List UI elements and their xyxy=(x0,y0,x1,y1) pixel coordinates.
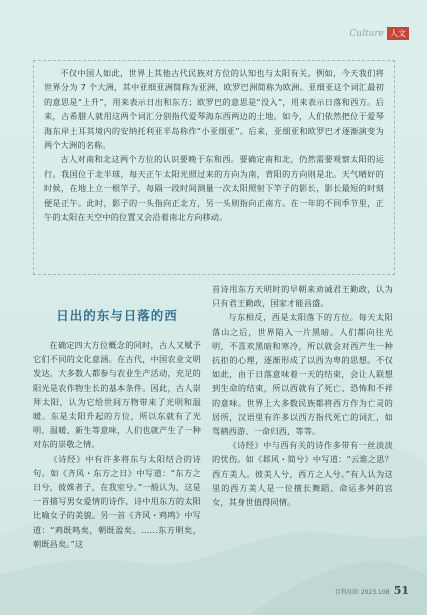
column-tag: 人文 xyxy=(387,27,409,40)
left-column xyxy=(33,306,201,551)
body-paragraph: 《诗经》中有许多将东与太阳结合的诗句。如《齐风・东方之日》中写道：“东方之日兮，彼姝者子，在我室兮。”一般认为，这是一首描写男女爱情的诗作，诗中用东方的太阳比喻女子的美貌。另一首《齐风・鸡鸣》中写道：“鸡既鸣矣，朝既盈矣。……东方明矣，朝既昌矣。”这 xyxy=(33,453,201,549)
section-title: 日出的东与日落的西 xyxy=(56,308,178,323)
journal-issue: 百科知识 2023.10B xyxy=(334,589,390,596)
page-number: 51 xyxy=(393,584,409,597)
column-label: Culture xyxy=(349,28,384,39)
body-paragraph: 在确定四大方位概念的同时，古人又赋予它们不同的文化意涵。在古代，中国农业文明发达，大多数人都参与农业生产活动，充足的阳光是农作物生长的基本条件。因此，古人崇拜太阳，认为它给世间万物带来了光明和温暖。东是太阳升起的方位，所以东就有了光明、温暖、新生等意味，人们也就产生了一种对东的崇敬之情。 xyxy=(33,340,201,450)
body-paragraph: 《诗经》中与西有关的诗作多带有一丝淡淡的忧伤。如《邶风・简兮》中写道：“云谁之思？西方美人。彼美人兮，西方之人兮。”有人认为这里的西方美人是一位擅长舞蹈、命运多舛的宫女，其身世值得同情。 xyxy=(212,440,393,508)
intro-paragraph: 古人对南和北这两个方位的认识要晚于东和西。要确定南和北，仍然需要观察太阳的运行。我国位于北半球，每天正午太阳光照过来的方向为南，背阳的方向则是北。天气晴好的时候，在地上立一根竿子，每隔一段时间测量一次太阳照射下竿子的影长，影长最短的时刻便是正午。此时，影子的一头指向正北方，另一头则指向正南方。在一年的不同季节里，正午的太阳在天空中的位置又会沿着南北方向移动。 xyxy=(44,154,384,223)
body-paragraph: 首诗用东方天明时的早朝来劝诫君王勤政，认为只有君王勤政，国家才能昌盛。 xyxy=(212,284,393,309)
page-footer xyxy=(335,584,409,597)
body-paragraph: 与东相反，西是太阳落下的方位。每天太阳落山之后，世界陷入一片黑暗。人们都向往光明，不喜欢黑暗和寒冷，所以就会对西产生一种抗拒的心理，逐渐形成了以西为卑的思想。不仅如此，由于日落意味着一天的结束，会让人联想到生命的结束，所以西就有了死亡、恐怖和不祥的意味。世界上大多数民族都将西方作为亡灵的居所，汉语里有许多以西方指代死亡的词汇，如驾鹤西游、一命归西，等等。 xyxy=(212,312,393,437)
page-header xyxy=(349,27,409,40)
intro-box xyxy=(33,60,395,275)
intro-paragraph: 不仅中国人如此，世界上其他古代民族对方位的认知也与太阳有关。例如，今天我们将世界分为 7 个大洲，其中亚细亚洲简称为亚洲，欧罗巴洲简称为欧洲。亚细亚这个词汇最初的意思是“上升”，用来表示日出和东方；欧罗巴的意思是“没入”，用来表示日落和西方。后来，古希腊人就用这两个词汇分别指代爱琴海东西两边的土地。如今，人们依然把位于爱琴海东岸土耳其境内的安纳托利亚半岛称作“小亚细亚”。后来，亚细亚和欧罗巴才逐渐演变为两个大洲的名称。 xyxy=(44,68,384,151)
right-column xyxy=(212,282,393,509)
